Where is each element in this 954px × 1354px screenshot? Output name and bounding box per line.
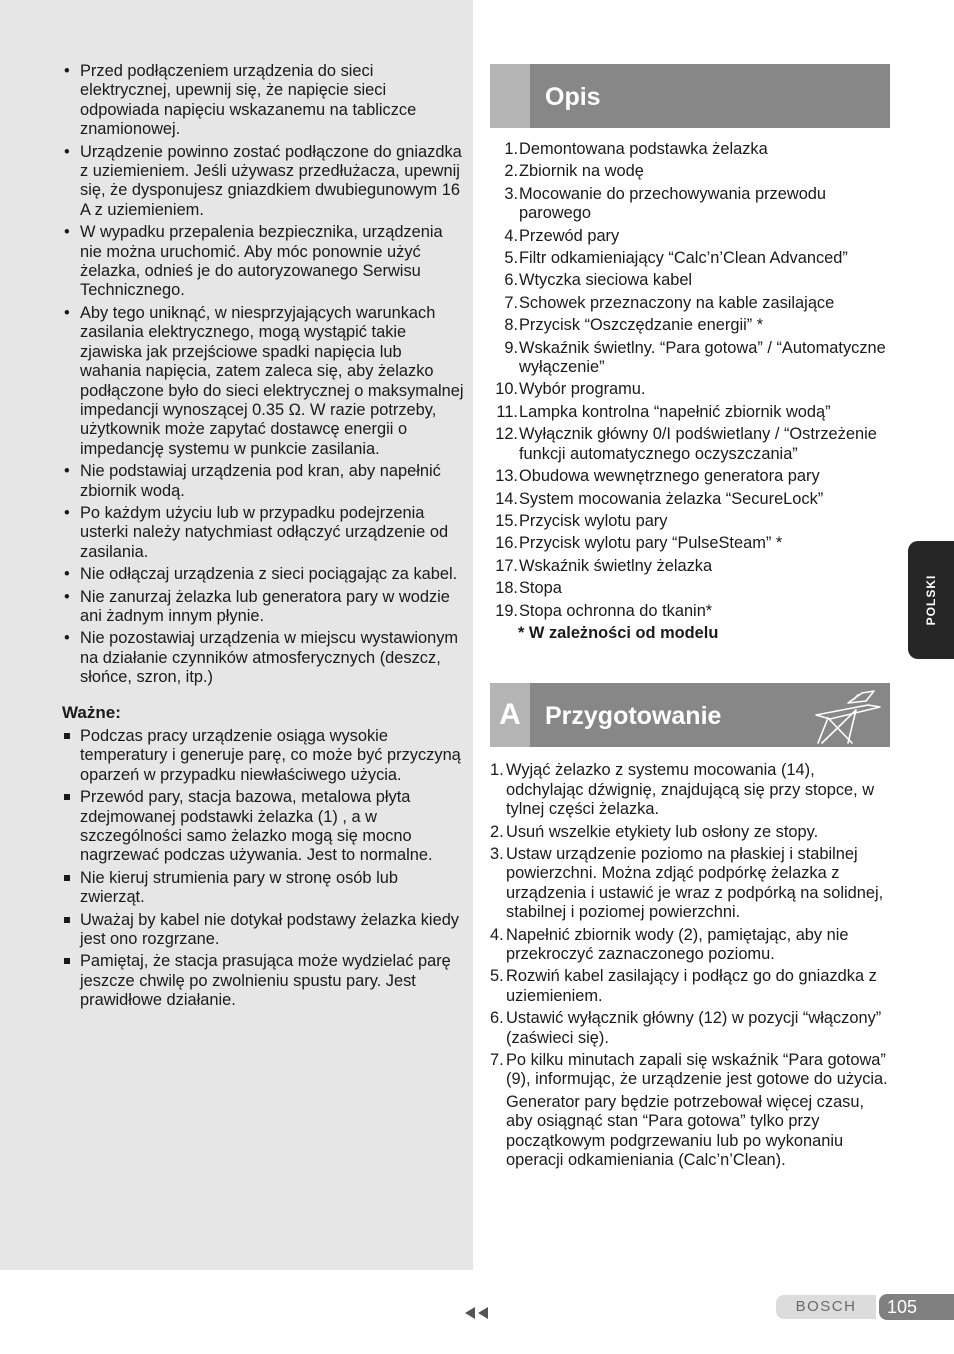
item-number: 19. [495,601,518,620]
language-tab [908,541,954,659]
list-item [62,727,466,785]
list-item [62,588,466,627]
list-item [490,271,890,290]
model-note: * W zależności od modelu [518,623,719,642]
list-item [490,823,890,842]
item-text: Wybór programu. [519,380,646,399]
step-text: Ustaw urządzenie poziomo na płaskiej i stabilnej powierzchni. Można zdjąć podpórkę żelazka z urządzenia i ustawić je wraz z podpórką na solidnej, stabilnej i poziomej powierzchni. [506,844,884,922]
section-title: Przygotowanie [545,702,722,731]
step-number: 1. [490,761,504,780]
list-item [490,403,890,422]
list-item [490,534,890,553]
important-list [62,727,466,1011]
item-number: 10. [495,380,518,399]
list-item [490,467,890,486]
list-item [62,143,466,221]
list-item [490,761,890,819]
steam-note-paragraph: Generator pary będzie potrzebował więcej czasu, aby osiągnąć stan “Para gotowa” tylko przy początkowym podgrzewaniu lub po wykonaniu operacji odkamieniania (Calc’n’Clean). [506,1092,865,1170]
item-text: Przewód pary [519,226,620,245]
item-number: 14. [495,489,518,508]
item-text: System mocowania żelazka “SecureLock” [519,489,824,508]
language-label: POLSKI [924,574,938,626]
item-number: 13. [495,467,518,486]
bullet-dot-icon: • [64,303,70,322]
item-text: Stopa [519,579,562,598]
list-item-text: Przed podłączeniem urządzenia do sieci elektrycznej, upewnij się, że napięcie sieci odpowiada napięciu wskazanemu na tabliczce znamionowej. [80,62,417,139]
item-number: 15. [495,511,518,530]
item-number: 16. [495,534,518,553]
item-text: Schowek przeznaczony na kable zasilające [519,293,835,312]
list-item [490,557,890,576]
list-item [490,490,890,509]
list-item [490,227,890,246]
important-heading: Ważne: [62,702,121,722]
bullet-dot-icon: • [64,62,70,80]
list-item-text: Nie pozostawiaj urządzenia w miejscu wystawionym na działanie czynników atmosferycznych (deszcz, słońce, szron, itp.) [80,629,459,687]
list-item [490,512,890,531]
list-item-text: W wypadku przepalenia bezpiecznika, urządzenia nie można uruchomić. Aby móc ponownie użyć żelazka, odnieś je do autoryzowanego Serwisu Technicznego. [80,223,443,300]
bullet-dot-icon: • [64,565,70,584]
section-title: Opis [545,83,601,111]
item-text: Wtyczka sieciowa kabel [519,271,693,290]
bullet-square-icon [64,794,70,800]
list-item [62,223,466,301]
item-text: Wskaźnik świetlny. “Para gotowa” / “Automatyczne wyłączenie” [519,338,886,377]
item-text: Stopa ochronna do tkanin* [519,601,713,620]
parts-list [490,140,890,621]
list-item [62,629,466,687]
list-item-text: Nie odłączaj urządzenia z sieci pociągając za kabel. [80,565,458,584]
item-text: Demontowana podstawka żelazka [519,140,768,158]
step-number: 5. [490,967,504,986]
list-item-text: Nie kieruj strumienia pary w stronę osób lub zwierząt. [80,868,398,907]
list-item [490,380,890,399]
list-item-text: Urządzenie powinno zostać podłączone do gniazdka z uziemieniem. Jeśli używasz przedłużacza, upewnij się, że dysponujesz gniazdkiem dwubiegunowym 16 A z uziemieniem. [80,142,462,219]
bullet-dot-icon: • [64,503,70,522]
list-item [62,788,466,866]
brand-label: BOSCH [776,1295,876,1319]
item-text: Zbiornik na wodę [519,162,644,181]
list-item-text: Pamiętaj, że stacja prasująca może wydzielać parę jeszcze chwilę po zwolnieniu spustu pary. Jest prawidłowe działanie. [80,952,451,1010]
bullet-square-icon [64,875,70,881]
list-item [490,162,890,181]
list-item-text: Po każdym użyciu lub w przypadku podejrzenia usterki należy natychmiast odłączyć urządzenie od zasilania. [80,503,449,561]
item-number: 9. [504,338,518,357]
safety-list [62,62,466,688]
item-text: Wyłącznik główny 0/I podświetlany / “Ostrzeżenie funkcji automatycznego oczyszczania” [519,425,877,463]
content-column [490,64,890,1170]
item-text: Przycisk wylotu pary “PulseSteam” * [519,534,783,553]
section-tab [490,64,530,128]
step-number: 2. [490,822,504,841]
step-number: 3. [490,844,504,863]
list-item [62,911,466,950]
item-number: 17. [495,556,518,575]
przygotowanie-header [490,683,890,747]
list-item-text: Przewód pary, stacja bazowa, metalowa płyta zdejmowanej podstawki żelazka (1) , a w szczególności samo żelazko mogą się mocno nagrzewać podczas używania. Jest to normalne. [80,788,433,865]
list-item-text: Nie podstawiaj urządzenia pod kran, aby napełnić zbiornik wodą. [80,462,441,500]
bullet-dot-icon: • [64,629,70,648]
list-item [490,294,890,313]
list-item [490,845,890,923]
item-text: Mocowanie do przechowywania przewodu parowego [519,184,827,223]
step-text: Wyjąć żelazko z systemu mocowania (14), odchylając dźwignię, znajdującą się przy stopce, w tylnej części żelazka. [506,761,875,819]
list-item [490,339,890,378]
item-number: 5. [504,249,518,268]
list-item [62,565,466,584]
list-item [62,462,466,501]
list-item [490,185,890,224]
list-item [490,249,890,268]
bullet-dot-icon: • [64,462,70,481]
list-item [62,869,466,908]
list-item [62,504,466,562]
item-text: Filtr odkamieniający “Calc’n’Clean Advanced” [519,249,848,268]
bullet-dot-icon: • [64,223,70,242]
list-item-text: Nie zanurzaj żelazka lub generatora pary w wodzie ani żadnym innym płynie. [80,587,450,625]
item-number: 1. [504,140,518,158]
item-text: Przycisk wylotu pary [519,511,668,530]
item-number: 6. [504,271,518,290]
list-item [490,140,890,159]
bullet-square-icon [64,917,70,923]
item-text: Lampka kontrolna “napełnić zbiornik wodą” [519,402,831,421]
item-text: Wskaźnik świetlny żelazka [519,556,713,575]
list-item [62,952,466,1010]
step-text: Usuń wszelkie etykiety lub osłony ze stopy. [506,822,819,841]
bullet-dot-icon: • [64,587,70,606]
item-text: Obudowa wewnętrznego generatora pary [519,467,820,486]
list-item [490,602,890,621]
item-number: 8. [504,316,518,335]
list-item [490,926,890,965]
step-text: Rozwiń kabel zasilający i podłącz go do gniazdka z uziemieniem. [506,967,877,1005]
item-number: 11. [496,402,518,421]
list-item [490,579,890,598]
item-text: Przycisk “Oszczędzanie energii” * [519,316,764,335]
opis-header [490,64,890,128]
bullet-square-icon [64,733,70,739]
list-item-text: Uważaj by kabel nie dotykał podstawy żelazka kiedy jest ono rozgrzane. [80,910,460,949]
list-item-text: Podczas pracy urządzenie osiąga wysokie temperatury i generuje parę, co może być przyczyną oparzeń w przypadku niewłaściwego użycia. [80,727,461,784]
step-text: Po kilku minutach zapali się wskaźnik “Para gotowa” (9), informując, że urządzenie jest gotowe do użycia. [506,1051,888,1089]
step-number: 6. [490,1009,504,1028]
item-number: 2. [504,162,518,181]
ironing-board-icon [808,685,888,747]
bullet-square-icon [64,958,70,964]
step-text: Ustawić wyłącznik główny (12) w pozycji “włączony” (zaświeci się). [506,1009,882,1047]
item-number: 3. [504,184,518,203]
item-number: 18. [495,579,518,598]
preparation-steps [490,761,890,1090]
safety-column [62,62,466,1014]
item-number: 7. [504,293,518,312]
list-item [490,316,890,335]
page-number: 105 [879,1294,954,1320]
step-text: Napełnić zbiornik wody (2), pamiętając, aby nie przekroczyć zaznaczonego poziomu. [506,925,849,963]
list-item [62,62,466,140]
double-arrow-left-icon[interactable] [464,1306,490,1320]
item-number: 4. [504,226,518,245]
bullet-dot-icon: • [64,142,70,161]
list-item-text: Aby tego uniknąć, w niesprzyjających warunkach zasilania elektrycznego, mogą wystąpić takie zjawiska jak przejściowe spadki napięcia lub wahania napięcia, zatem zaleca się, aby żelazko podłączone było do sieci elektrycznej o maksymalnej impedancji wynoszącej 0.35 Ω. W razie potrzeby, użytkownik może zapytać dostawcę energii o impedancję systemu w punkcie zasilania. [80,303,464,458]
list-item [490,1051,890,1090]
list-item [62,304,466,459]
list-item [490,425,890,464]
step-number: 7. [490,1051,504,1070]
list-item [490,1009,890,1048]
step-number: 4. [490,925,504,944]
section-letter: A [490,683,530,747]
list-item [490,967,890,1006]
item-number: 12. [495,425,518,444]
